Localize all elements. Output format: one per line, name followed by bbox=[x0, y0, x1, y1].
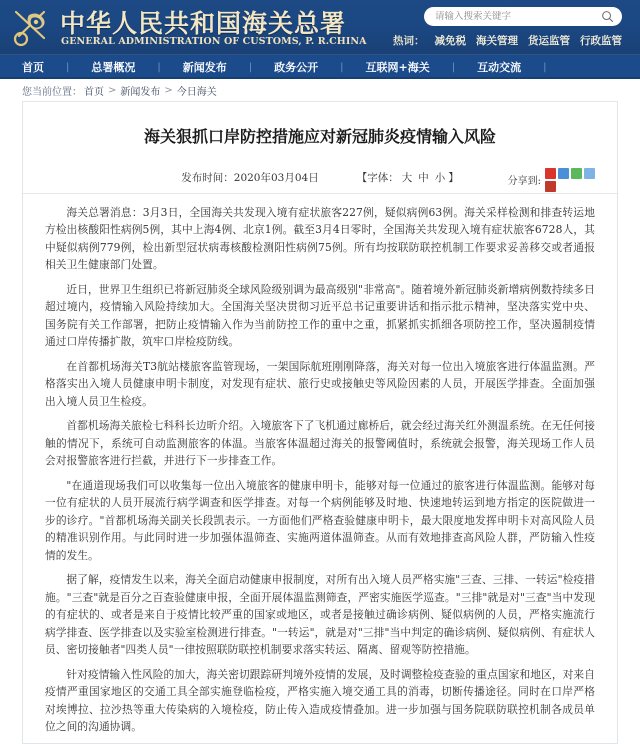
article-paragraph: 针对疫情输入性风险的加大，海关密切跟踪研判境外疫情的发展，及时调整检疫查验的重点国家和地区，对来自疫情严重国家地区的交通工具全部实施登临检疫，严格实施入境交通工具的消毒，切断传播途径。同时在口岸严格对埃博拉、拉沙热等重大传染病的入境检疫，防止传入造成疫情叠加。进一步加强与国务院联防联控机制各成员单位之间的沟通协调。 bbox=[45, 667, 595, 734]
share-icon-more[interactable] bbox=[545, 181, 556, 192]
publish-time-label: 发布时间： bbox=[181, 171, 234, 184]
breadcrumb-label: 您当前位置： bbox=[22, 86, 82, 98]
breadcrumb-separator: > bbox=[108, 84, 117, 96]
nav-separator: | bbox=[248, 61, 253, 73]
share-label: 分享到: bbox=[507, 176, 541, 188]
share-icon-wechat[interactable] bbox=[571, 168, 582, 179]
breadcrumb-separator: > bbox=[164, 84, 173, 96]
hotword-link-3[interactable]: 货运监管 bbox=[528, 35, 570, 47]
site-title-cn: 中华人民共和国海关总署 bbox=[60, 9, 347, 38]
publish-time bbox=[181, 170, 318, 185]
nav-item-internet-plus-customs[interactable]: 互联网+海关 bbox=[365, 61, 430, 74]
nav-separator: | bbox=[340, 61, 344, 73]
nav-item-affairs[interactable]: 政务公开 bbox=[274, 61, 319, 74]
article-meta bbox=[45, 170, 595, 193]
nav-separator: | bbox=[66, 61, 70, 73]
font-size-control bbox=[357, 170, 459, 185]
font-size-label-open: 【字体： bbox=[356, 171, 399, 184]
font-size-small[interactable]: 小 bbox=[434, 171, 446, 184]
share-icon-renren[interactable] bbox=[584, 168, 595, 179]
hotwords-bar bbox=[393, 33, 622, 48]
hotword-link-4[interactable]: 行政监管 bbox=[580, 35, 622, 47]
nav-item-interaction[interactable]: 互动交流 bbox=[477, 61, 522, 74]
nav-separator: | bbox=[543, 61, 547, 73]
card-top-divider bbox=[22, 101, 618, 102]
hotword-link-2[interactable]: 海关管理 bbox=[476, 35, 518, 47]
share-icon-group bbox=[545, 168, 595, 192]
page-title: 海关狠抓口岸防控措施应对新冠肺炎疫情输入风险 bbox=[143, 127, 496, 146]
hotword-link-1[interactable]: 减免税 bbox=[434, 35, 466, 47]
search-input[interactable] bbox=[435, 11, 598, 22]
nav-item-overview[interactable]: 总署概况 bbox=[91, 61, 136, 74]
article-paragraph: 首都机场海关旅检七科科长边昕介绍。入境旅客下了飞机通过廊桥后，就会经过海关红外测温系统。在无任何接触的情况下，系统可自动监测旅客的体温。当旅客体温超过海关的报警阈值时，系统就会报警，海关现场工作人员会对报警旅客进行拦截，并进行下一步排查工作。 bbox=[45, 419, 595, 468]
font-size-label-close: 】 bbox=[448, 171, 459, 184]
breadcrumb-item-home[interactable]: 首页 bbox=[84, 86, 104, 98]
breadcrumb bbox=[0, 79, 640, 101]
site-title-en: GENERAL ADMINISTRATION OF CUSTOMS, P. R.CHINA bbox=[61, 36, 367, 47]
article-paragraph: 据了解，疫情发生以来，海关全面启动健康申报制度，对所有出入境人员严格实施"三查、三排、一转运"检疫措施。"三查"就是百分之百查验健康申报，全面开展体温监测筛查，严密实施医学巡查。"三排"就是对"三查"当中发现的有症状的、或者是来自于疫情比较严重的国家或地区，或者是接触过确诊病例、疑似病例的人员，严格实施流行病学排查、医学排查以及实验室检测进行排查。"一转运"，就是对"三排"当中判定的确诊病例、疑似病例、有症状人员、密切接触者"四类人员"一律按照联防联控机制要求落实转运、隔离、留观等防控措施。 bbox=[45, 573, 595, 657]
article-paragraph: 在首都机场海关T3航站楼旅客监管现场，一架国际航班刚刚降落，海关对每一位出入境旅客进行体温监测。严格落实出入境人员健康申明卡制度，对发现有症状、旅行史或接触史等风险因素的人员，开展医学排查。全面加强出入境人员卫生检疫。 bbox=[45, 359, 595, 408]
share-icon-sina-weibo[interactable] bbox=[545, 168, 556, 179]
article-paragraph: 近日，世界卫生组织已将新冠肺炎全球风险级别调为最高级别"非常高"。随着境外新冠肺炎新增病例数持续多日超过境内，疫情输入风险持续加大。全国海关坚决贯彻习近平总书记重要讲话和指示批示精神，坚决落实党中央、国务院有关工作部署，把防止疫情输入作为当前防控工作的重中之重，抓紧抓实抓细各项防控工作，坚决遏制疫情通过口岸传播扩散，筑牢口岸检疫防线。 bbox=[45, 282, 595, 349]
breadcrumb-current: 今日海关 bbox=[176, 86, 217, 98]
breadcrumb-item-news[interactable]: 新闻发布 bbox=[120, 86, 161, 98]
article-paragraph: "在通道现场我们可以收集每一位出入境旅客的健康申明卡，能够对每一位通过的旅客进行体温监测。能够对每一位有症状的人员开展流行病学调查和医学排查。对每一个病例能够及时地、快速地转运到地方指定的医院做进一步的诊疗。"首都机场海关副关长段凯表示。一方面他们严格查验健康申明卡，最大限度地发挥申明卡对高风险人员的精准识别作用。与此同时进一步加强体温筛查、实施两道体温筛查。从而有效地排查高风险人群，严防输入性疫情的发生。 bbox=[45, 478, 595, 562]
article-paragraph: 海关总署消息：3月3日，全国海关共发现入境有症状旅客227例，疑似病例63例。海关采样检测和排查转运地方检出核酸阳性病例5例，其中上海4例、北京1例。截至3月4日零时，全国海关共发现入境有症状旅客6728人，其中疑似病例779例，检出新型冠状病毒核酸检测阳性病例75例。所有均按联防联控机制工作要求妥善移交或者通报相关卫生健康部门处置。 bbox=[45, 205, 595, 272]
share-bar bbox=[508, 168, 595, 192]
share-icon-qzone[interactable] bbox=[558, 168, 569, 179]
hotwords-label: 热词： bbox=[393, 35, 425, 47]
article-card bbox=[22, 101, 618, 744]
font-size-large[interactable]: 大 bbox=[401, 171, 413, 184]
main-navigation bbox=[0, 55, 640, 79]
nav-item-home[interactable]: 首页 bbox=[22, 61, 44, 74]
search-icon[interactable] bbox=[601, 10, 614, 23]
search-box[interactable] bbox=[424, 7, 622, 26]
nav-separator: | bbox=[157, 61, 161, 73]
font-size-medium[interactable]: 中 bbox=[418, 171, 429, 184]
customs-emblem-icon bbox=[10, 5, 56, 51]
nav-separator: | bbox=[451, 61, 456, 73]
article-body bbox=[45, 194, 595, 736]
nav-item-news[interactable]: 新闻发布 bbox=[182, 61, 227, 74]
publish-time-value: 2020年03月04日 bbox=[233, 171, 319, 184]
site-header bbox=[0, 0, 640, 55]
